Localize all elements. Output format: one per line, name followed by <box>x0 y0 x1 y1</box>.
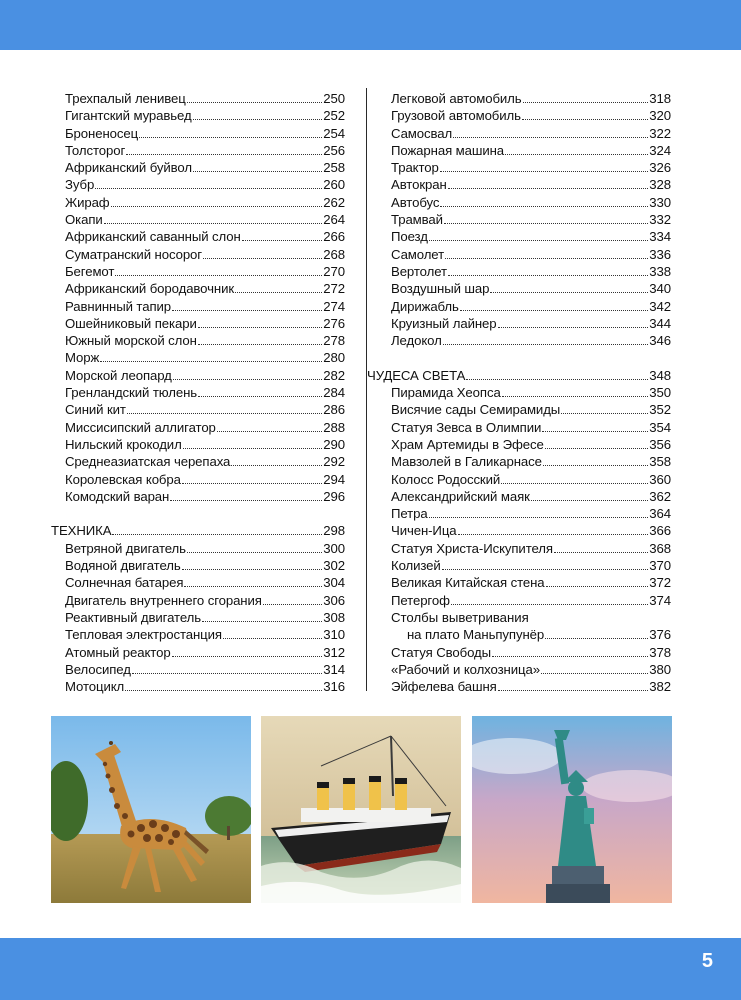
entry-page: 340 <box>649 281 671 297</box>
entry-page: 346 <box>649 333 671 349</box>
entry-title: Дирижабль <box>391 298 459 314</box>
column-divider <box>366 88 367 691</box>
dot-leader <box>198 316 323 328</box>
dot-leader <box>235 281 322 293</box>
dot-leader <box>172 299 322 311</box>
entry-title: Африканский саванный слон <box>65 229 241 245</box>
entry-page: 322 <box>649 125 671 141</box>
vehicles-list <box>377 90 671 349</box>
dot-leader <box>460 299 649 311</box>
toc-entry[interactable] <box>51 349 345 366</box>
dot-leader <box>183 437 323 449</box>
entry-title: Статуя Свободы <box>391 644 491 660</box>
entry-page: 338 <box>649 263 671 279</box>
entry-title: Статуя Христа-Искупителя <box>391 540 553 556</box>
entry-page: 326 <box>649 160 671 176</box>
dot-leader <box>203 247 322 259</box>
toc-entry[interactable] <box>51 626 345 643</box>
entry-page: 286 <box>323 402 345 418</box>
entry-page: 306 <box>323 592 345 608</box>
dot-leader <box>490 281 648 293</box>
entry-title: Автобус <box>391 194 440 210</box>
dot-leader <box>453 126 648 138</box>
toc-entry[interactable] <box>51 90 345 107</box>
entry-title: Эйфелева башня <box>391 679 497 695</box>
dot-leader <box>442 558 649 570</box>
entry-page: 324 <box>649 142 671 158</box>
dot-leader <box>112 523 322 535</box>
toc-entry[interactable] <box>377 159 671 176</box>
entry-page: 278 <box>323 333 345 349</box>
entry-title: Толсторог <box>65 142 126 158</box>
dot-leader <box>173 368 323 380</box>
dot-leader <box>466 368 648 380</box>
toc-entry[interactable] <box>377 194 671 211</box>
toc-entry[interactable] <box>51 471 345 488</box>
toc-entry[interactable] <box>377 315 671 332</box>
entry-title: Грузовой автомобиль <box>391 108 521 124</box>
entry-page: 352 <box>649 402 671 418</box>
toc-entry[interactable] <box>51 488 345 505</box>
toc-entry[interactable] <box>377 436 671 453</box>
dot-leader <box>543 454 648 466</box>
toc-entry[interactable] <box>51 367 345 384</box>
toc-entry[interactable] <box>51 661 345 678</box>
entry-page: 262 <box>323 194 345 210</box>
entry-title: Мавзолей в Галикарнасе <box>391 454 542 470</box>
entry-page: 374 <box>649 592 671 608</box>
toc-entry[interactable] <box>377 384 671 401</box>
dot-leader <box>126 143 322 155</box>
dot-leader <box>217 420 323 432</box>
dot-leader <box>429 229 648 241</box>
toc-entry[interactable] <box>377 574 671 591</box>
dot-leader <box>546 575 649 587</box>
entry-page: 302 <box>323 558 345 574</box>
toc-entry[interactable] <box>377 401 671 418</box>
toc-entry[interactable] <box>51 142 345 159</box>
toc-entry[interactable] <box>51 574 345 591</box>
dot-leader <box>440 195 648 207</box>
entry-page: 314 <box>323 661 345 677</box>
toc-entry[interactable] <box>51 644 345 661</box>
toc-entry[interactable] <box>51 246 345 263</box>
entry-title: Суматранский носорог <box>65 246 203 262</box>
dot-leader <box>542 420 648 432</box>
entry-title: Петергоф <box>391 592 450 608</box>
dot-leader <box>498 679 649 691</box>
toc-entry[interactable] <box>51 194 345 211</box>
dot-leader <box>502 385 649 397</box>
dot-leader <box>440 160 649 172</box>
toc-entry[interactable] <box>51 401 345 418</box>
entry-title: Броненосец <box>65 125 139 141</box>
toc-entry[interactable] <box>377 246 671 263</box>
dot-leader <box>448 264 648 276</box>
bottom-color-band <box>0 938 741 1000</box>
entry-page: 294 <box>323 471 345 487</box>
toc-entry[interactable] <box>377 90 671 107</box>
dot-leader <box>541 662 648 674</box>
dot-leader <box>501 472 648 484</box>
dot-leader <box>451 593 648 605</box>
entry-title: Петра <box>391 506 428 522</box>
entry-page: 332 <box>649 212 671 228</box>
toc-entry[interactable] <box>377 678 671 695</box>
entry-title: Африканский буйвол <box>65 160 192 176</box>
entry-page: 292 <box>323 454 345 470</box>
dot-leader <box>104 212 323 224</box>
entry-page: 328 <box>649 177 671 193</box>
entry-title: Велосипед <box>65 661 131 677</box>
entry-page: 316 <box>323 679 345 695</box>
dot-leader <box>100 350 322 362</box>
entry-page: 272 <box>323 281 345 297</box>
entry-page: 318 <box>649 91 671 106</box>
toc-entry[interactable] <box>377 471 671 488</box>
entry-page: 330 <box>649 194 671 210</box>
dot-leader <box>545 437 649 449</box>
ship-photo <box>261 716 461 903</box>
toc-entry[interactable] <box>51 280 345 297</box>
wonders-tail-list <box>377 644 671 696</box>
entry-title: Морж <box>65 350 100 366</box>
entry-title: Вертолет <box>391 263 447 279</box>
entry-page: 270 <box>323 263 345 279</box>
statue-of-liberty-photo <box>472 716 672 903</box>
entry-page: 284 <box>323 385 345 401</box>
dot-leader <box>187 91 323 103</box>
entry-page: 380 <box>649 661 671 677</box>
toc-entry[interactable] <box>51 540 345 557</box>
entry-page: 310 <box>323 627 345 643</box>
toc-entry[interactable] <box>51 315 345 332</box>
entry-page: 344 <box>649 315 671 331</box>
toc-entry[interactable] <box>377 592 671 609</box>
toc-entry[interactable] <box>377 540 671 557</box>
entry-title: Легковой автомобиль <box>391 91 522 106</box>
toc-entry[interactable] <box>377 228 671 245</box>
entry-title: Статуя Зевса в Олимпии <box>391 419 542 435</box>
toc-entry[interactable] <box>51 592 345 609</box>
dot-leader <box>132 662 322 674</box>
entry-page: 296 <box>323 488 345 504</box>
wonders-list <box>377 384 671 609</box>
entry-page: 368 <box>649 540 671 556</box>
entry-title: Среднеазиатская черепаха <box>65 454 231 470</box>
toc-entry[interactable] <box>377 661 671 678</box>
toc-entry[interactable] <box>51 678 345 695</box>
toc-left-column <box>51 90 345 695</box>
dot-leader <box>522 108 648 120</box>
entry-page: 264 <box>323 212 345 228</box>
entry-title: Африканский бородавочник <box>65 281 235 297</box>
entry-title: Нильский крокодил <box>65 436 182 452</box>
entry-title-line1[interactable]: Столбы выветривания <box>391 609 529 625</box>
dot-leader <box>198 385 322 397</box>
page-number: 5 <box>701 950 713 972</box>
entry-page: 250 <box>323 91 345 106</box>
toc-entry[interactable] <box>51 436 345 453</box>
entry-title: ЧУДЕСА СВЕТА <box>367 367 466 383</box>
entry-title: Мотоцикл <box>65 679 125 695</box>
giraffe-photo <box>51 716 251 903</box>
dot-leader <box>202 610 322 622</box>
entry-title: Водяной двигатель <box>65 558 181 574</box>
entry-page: 362 <box>649 488 671 504</box>
entry-title: Александрийский маяк <box>391 488 530 504</box>
entry-page: 254 <box>323 125 345 141</box>
entry-page: 274 <box>323 298 345 314</box>
toc-entry[interactable] <box>377 332 671 349</box>
dot-leader <box>115 264 322 276</box>
entry-title: Равнинный тапир <box>65 298 171 314</box>
dot-leader <box>223 627 322 639</box>
entry-page: 342 <box>649 298 671 314</box>
entry-title: Миссисипский аллигатор <box>65 419 216 435</box>
entry-title: Реактивный двигатель <box>65 609 201 625</box>
dot-leader <box>187 541 322 553</box>
toc-entry[interactable] <box>51 332 345 349</box>
entry-title: Автокран <box>391 177 447 193</box>
dot-leader <box>458 523 649 535</box>
toc-entry[interactable] <box>51 557 345 574</box>
toc-entry[interactable] <box>377 453 671 470</box>
dot-leader <box>444 212 648 224</box>
entry-title: Тепловая электростанция <box>65 627 222 643</box>
entry-page: 280 <box>323 350 345 366</box>
entry-page: 372 <box>649 575 671 591</box>
dot-leader <box>111 195 323 207</box>
toc-entry[interactable] <box>377 142 671 159</box>
entry-title: Ветряной двигатель <box>65 540 186 556</box>
entry-page: 376 <box>649 627 671 643</box>
entry-page: 356 <box>649 436 671 452</box>
entry-page: 258 <box>323 160 345 176</box>
toc-right-column <box>367 90 671 695</box>
dot-leader <box>531 489 649 501</box>
entry-title: Чичен-Ица <box>391 523 457 539</box>
entry-page: 348 <box>649 367 671 383</box>
toc-entry[interactable] <box>51 159 345 176</box>
entry-title: Ледокол <box>391 333 442 349</box>
entry-page: 300 <box>323 540 345 556</box>
entry-title: Южный морской слон <box>65 333 197 349</box>
toc-entry-stolby[interactable] <box>377 626 671 643</box>
dot-leader <box>193 108 323 120</box>
entry-title: Ошейниковый пекари <box>65 315 197 331</box>
dot-leader <box>125 679 322 691</box>
entry-title: Колизей <box>391 558 441 574</box>
toc-entry[interactable] <box>51 176 345 193</box>
toc-entry[interactable] <box>377 419 671 436</box>
dot-leader <box>127 402 322 414</box>
entry-title: Бегемот <box>65 263 115 279</box>
entry-title: Круизный лайнер <box>391 315 497 331</box>
entry-page: 350 <box>649 385 671 401</box>
top-color-band <box>0 0 741 50</box>
entry-title: Висячие сады Семирамиды <box>391 402 561 418</box>
entry-page: 382 <box>649 679 671 695</box>
dot-leader <box>498 316 649 328</box>
entry-page: 290 <box>323 436 345 452</box>
entry-title: Гренландский тюлень <box>65 385 198 401</box>
dot-leader <box>184 575 322 587</box>
entry-title: Поезд <box>391 229 428 245</box>
entry-page: 304 <box>323 575 345 591</box>
entry-title: Самолет <box>391 246 445 262</box>
entry-title: Трактор <box>391 160 439 176</box>
entry-title: ТЕХНИКА <box>51 523 112 539</box>
toc-entry[interactable] <box>377 644 671 661</box>
entry-title: Гигантский муравьед <box>65 108 192 124</box>
dot-leader <box>170 489 322 501</box>
entry-title: Храм Артемиды в Эфесе <box>391 436 544 452</box>
entry-title: Пожарная машина <box>391 142 505 158</box>
entry-page: 282 <box>323 367 345 383</box>
entry-title: Воздушный шар <box>391 281 490 297</box>
entry-page: 260 <box>323 177 345 193</box>
toc-entry[interactable] <box>377 280 671 297</box>
entry-title: Комодский варан <box>65 488 170 504</box>
dot-leader <box>523 91 649 103</box>
toc-entry[interactable] <box>51 453 345 470</box>
toc-entry[interactable] <box>51 419 345 436</box>
toc-entry[interactable] <box>377 557 671 574</box>
dot-leader <box>448 177 649 189</box>
section-heading-technics[interactable] <box>51 522 345 539</box>
dot-leader <box>445 247 648 259</box>
entry-title: Синий кит <box>65 402 126 418</box>
dot-leader <box>231 454 322 466</box>
entry-page: 276 <box>323 315 345 331</box>
toc-entry[interactable] <box>51 384 345 401</box>
toc-entry[interactable] <box>51 298 345 315</box>
dot-leader <box>193 160 322 172</box>
dot-leader <box>429 506 649 518</box>
dot-leader <box>139 126 322 138</box>
entry-page: 358 <box>649 454 671 470</box>
technics-list <box>51 540 345 696</box>
dot-leader <box>545 627 648 639</box>
toc-entry[interactable] <box>51 125 345 142</box>
entry-page: 288 <box>323 419 345 435</box>
toc-entry[interactable] <box>51 211 345 228</box>
toc-entry[interactable] <box>377 107 671 124</box>
dot-leader <box>182 472 322 484</box>
entry-title: Двигатель внутреннего сгорания <box>65 592 262 608</box>
toc-entry[interactable] <box>377 298 671 315</box>
toc-entry[interactable] <box>377 263 671 280</box>
dot-leader <box>242 229 323 241</box>
entry-title: Атомный реактор <box>65 644 171 660</box>
entry-title: Жираф <box>65 194 110 210</box>
toc-entry[interactable] <box>377 211 671 228</box>
dot-leader <box>182 558 323 570</box>
entry-page: 366 <box>649 523 671 539</box>
toc-entry[interactable] <box>51 609 345 626</box>
entry-title: Королевская кобра <box>65 471 181 487</box>
dot-leader <box>492 645 648 657</box>
entry-title: Зубр <box>65 177 95 193</box>
entry-page: 378 <box>649 644 671 660</box>
entry-page: 298 <box>323 523 345 539</box>
entry-page: 334 <box>649 229 671 245</box>
entry-title: Самосвал <box>391 125 453 141</box>
entry-title: Солнечная батарея <box>65 575 184 591</box>
dot-leader <box>198 333 322 345</box>
section-heading-wonders[interactable] <box>367 367 671 384</box>
toc-entry[interactable] <box>377 505 671 522</box>
dot-leader <box>443 333 649 345</box>
entry-title: Пирамида Хеопса <box>391 385 501 401</box>
toc-entry[interactable] <box>377 176 671 193</box>
toc-entry[interactable] <box>377 125 671 142</box>
entry-page: 256 <box>323 142 345 158</box>
entry-title: Великая Китайская стена <box>391 575 545 591</box>
animals-list <box>51 90 345 505</box>
toc-entry[interactable] <box>51 228 345 245</box>
entry-page: 312 <box>323 644 345 660</box>
dot-leader <box>95 177 322 189</box>
toc-entry[interactable] <box>377 488 671 505</box>
entry-page: 364 <box>649 506 671 522</box>
entry-title: Окапи <box>65 212 103 228</box>
entry-page: 360 <box>649 471 671 487</box>
toc-entry[interactable] <box>51 107 345 124</box>
entry-page: 354 <box>649 419 671 435</box>
entry-title: «Рабочий и колхозница» <box>391 661 540 677</box>
entry-page: 268 <box>323 246 345 262</box>
toc-entry[interactable] <box>51 263 345 280</box>
dot-leader <box>561 402 648 414</box>
entry-title: Морской леопард <box>65 367 172 383</box>
dot-leader <box>505 143 648 155</box>
entry-page: 370 <box>649 558 671 574</box>
entry-title: Колосс Родосский <box>391 471 501 487</box>
entry-page: 336 <box>649 246 671 262</box>
entry-page: 266 <box>323 229 345 245</box>
entry-page: 320 <box>649 108 671 124</box>
dot-leader <box>554 541 648 553</box>
entry-page: 308 <box>323 609 345 625</box>
entry-title: Трехпалый ленивец <box>65 91 186 106</box>
entry-title: Трамвай <box>391 212 443 228</box>
toc-entry[interactable] <box>377 522 671 539</box>
entry-title: на плато Маньпупунёр <box>407 627 545 643</box>
dot-leader <box>263 593 322 605</box>
dot-leader <box>172 645 323 657</box>
entry-page: 252 <box>323 108 345 124</box>
